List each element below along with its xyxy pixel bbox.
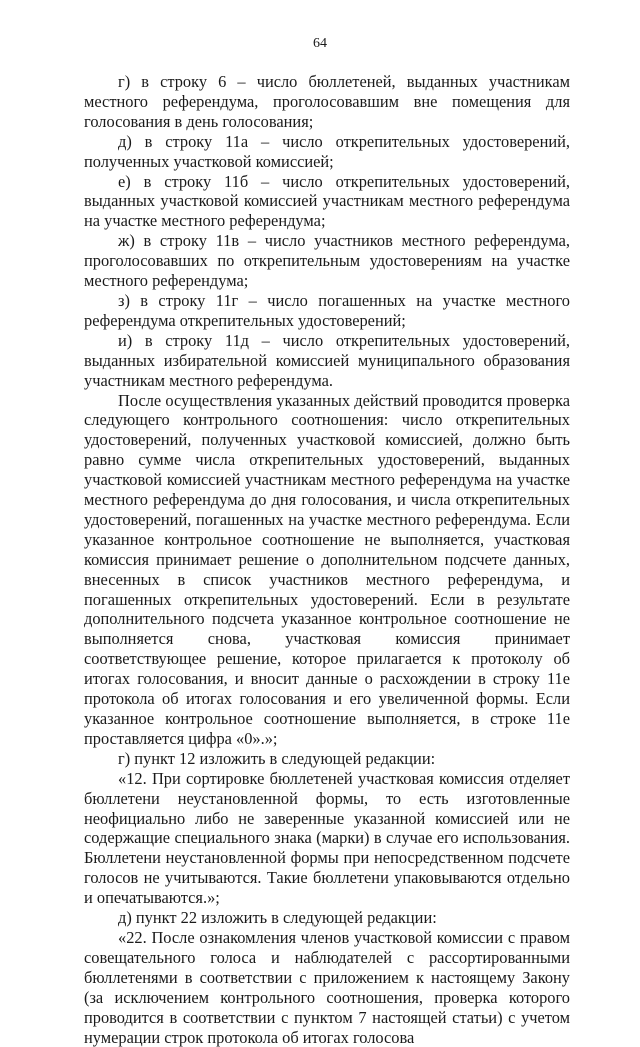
paragraph-item-zh: ж) в строку 11в – число участников местного референдума, проголосовавших по открепительным удостоверениям на участке местного референдума; — [84, 231, 570, 291]
paragraph-item-i: и) в строку 11д – число открепительных удостоверений, выданных избирательной комиссией муниципального образования участникам местного референдума. — [84, 330, 570, 390]
paragraph-item-d: д) в строку 11а – число открепительных удостоверений, полученных участковой комиссией; — [84, 131, 570, 171]
paragraph-item-z: з) в строку 11г – число погашенных на участке местного референдума открепительных удостоверений; — [84, 290, 570, 330]
paragraph-amend-point-22: д) пункт 22 изложить в следующей редакции: — [118, 908, 437, 928]
body-text — [84, 72, 570, 1047]
paragraph-item-g: г) в строку 6 – число бюллетеней, выданных участникам местного референдума, проголосовавшим вне помещения для голосования в день голосования; — [84, 72, 570, 131]
page-number: 64 — [313, 36, 327, 51]
paragraph-point-22-text: «22. После ознакомления членов участковой комиссии с правом совещательного голоса и наблюдателей с рассортированными бюллетенями в соответствии с приложением к настоящему Закону (за исключением контрольного соотношения, проверка которого проводится в соответствии с пунктом 7 настоящей статьи) с учетом нумерации строк протокола об итогах голосова — [84, 927, 570, 1047]
paragraph-item-e: е) в строку 11б – число открепительных удостоверений, выданных участковой комиссией участникам местного референдума на участке местного референдума; — [84, 171, 570, 231]
paragraph-point-12-text: «12. При сортировке бюллетеней участковая комиссия отделяет бюллетени неустановленной формы, то есть изготовленные неофициально либо не заверенные указанной комиссией или не содержащие специального знака (марки) в случае его использования. Бюллетени неустановленной формы при непосредственном подсчете голосов не учитываются. Такие бюллетени упаковываются отдельно и опечатываются.»; — [84, 768, 570, 908]
paragraph-amend-point-12: г) пункт 12 изложить в следующей редакции: — [118, 748, 436, 768]
paragraph-control-ratio: После осуществления указанных действий проводится проверка следующего контрольного соотношения: число открепительных удостоверений, полученных участковой комиссией, должно быть равно сумме числа открепительных удостоверений, выданных участковой комиссией участникам местного референдума на участке местного референдума до дня голосования, и числа открепительных удостоверений, погашенных на участке местного референдума. Если указанное контрольное соотношение не выполняется, участковая комиссия принимает решение о дополнительном подсчете данных, внесенных в список участников местного референдума, и погашенных открепительных удостоверений. Если в результате дополнительного подсчета указанное контрольное соотношение не выполняется снова, участковая комиссия принимает соответствующее решение, которое прилагается к протоколу об итогах голосования, и вносит данные о расхождении в строку 11е протокола об итогах голосования и его увеличенной формы. Если указанное контрольное соотношение выполняется, в строке 11е проставляется цифра «0».»; — [84, 390, 570, 748]
